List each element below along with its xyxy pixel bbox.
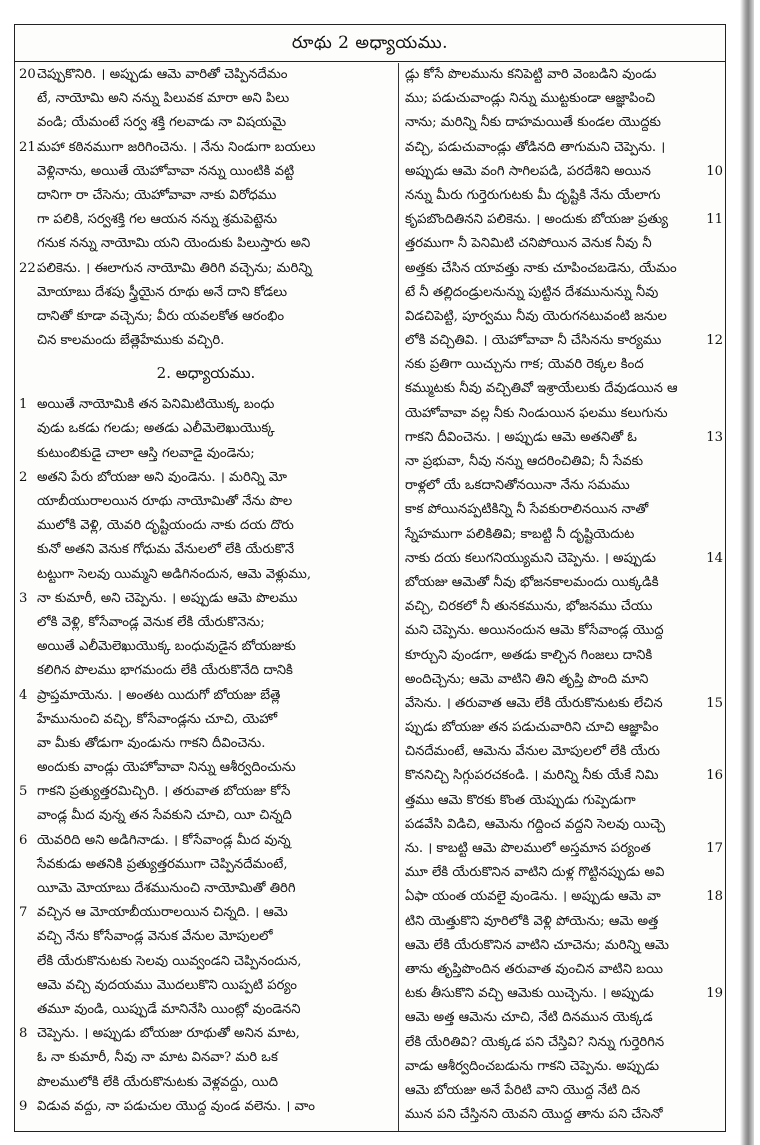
verse-text: వచ్చి, పడుచువాండ్లు తోడినది తాగుమని చెప్పెను. । (405, 139, 666, 155)
text-line (405, 208, 723, 232)
text-line (19, 708, 393, 732)
verse-number: 11 (706, 212, 723, 228)
verse-text: వాండ్ల మీద వున్న తన సేవకుని చూచి, యీ చిన్నది (37, 808, 292, 824)
verse-number: 13 (706, 429, 723, 445)
verse-number: 7 (19, 905, 28, 921)
verse-text: చిన కాలమందు బేత్లెహేముకు వచ్చిరి. (37, 333, 225, 349)
text-line (19, 950, 393, 974)
verse-number: 17 (706, 841, 723, 856)
verse-number: 3 (19, 590, 28, 606)
verse-text: మని చెప్పెను. అయినందున ఆమె కోసేవాండ్ల యొద్ద (405, 623, 664, 639)
text-line (19, 393, 393, 417)
text-line (405, 982, 723, 1006)
text-line (19, 329, 393, 353)
verse-text: పొలములోకి లేకి యేరుకొనుటకు వెళ్లవద్దు, యిది (37, 1074, 279, 1090)
text-line (19, 160, 393, 184)
text-line (405, 789, 723, 813)
text-line (405, 426, 723, 450)
text-line (405, 377, 723, 401)
verse-text: పడవేసి విడిచి, ఆమెను గద్దించ వద్దని సెలవు యిచ్చె (405, 816, 666, 832)
verse-text: నన్ను మీరు గుర్తెరుగుటకు మీ దృష్టికి నేను యేలాగు (405, 187, 661, 203)
verse-text: కృపబొందితినని పలికెను. । అందుకు బోయజు ప్రత్యు (405, 212, 669, 228)
text-line (405, 547, 723, 571)
text-line (405, 305, 723, 329)
text-line (405, 184, 723, 208)
verse-text: చెప్పుకొనిరి. । అప్పుడు ఆమె వారితో చెప్పినదేమం (37, 67, 288, 82)
text-line (405, 837, 723, 861)
verse-text: విడచిపెట్టి, పూర్వము నీవు యెరుగనటువంటి జనుల (405, 308, 667, 324)
text-line (405, 281, 723, 305)
verse-text: ఏఫా యంత యవలై వుండెను. । అప్పుడు ఆమె వా (405, 889, 661, 905)
verse-text: లోకి వెళ్లి, కోసేవాండ్ల వెనుక లేకి యేరుకొనెను; (37, 614, 265, 630)
verse-text: ఆమె లేకి యేరుకొనిన వాటిని చూచెను; మరిన్ని ఆమె (405, 937, 669, 953)
verse-number: 15 (706, 695, 723, 711)
verse-text: పలికెను. । ఈలాగున నాయోమి తిరిగి వచ్చెను; మరిన్ని (37, 260, 313, 276)
verse-text: తమూ వుండి, యిప్పుడే మానినేసి యింట్లో వుండెనని (37, 1001, 301, 1017)
text-line (19, 111, 393, 135)
verse-text: అప్పుడు ఆమె వంగి సాగిలపడి, పరదేశిని అయిన (405, 163, 651, 179)
verse-text: వండి; యేమంటే సర్వ శక్తి గలవాడు నా విషయమై (37, 115, 287, 131)
verse-text: నా కుమారీ, అని చెప్పెను. । అప్పుడు ఆమె పొలము (37, 590, 298, 606)
text-line (19, 1071, 393, 1095)
text-line (19, 804, 393, 828)
text-line (19, 756, 393, 780)
verse-text: త్తము ఆమె కొరకు కొంత యెప్పుడు గుప్పెడుగా (405, 792, 636, 808)
verse-text: యెవరిది అని అడిగినాడు. । కోసేవాండ్ల మీద వున్న (37, 832, 291, 848)
verse-text: నకు ప్రతిగా యిచ్చును గాక; యెవరి రెక్కల కింద (405, 357, 644, 373)
text-line (19, 877, 393, 901)
verse-number: 1 (19, 397, 28, 413)
text-line (405, 450, 723, 474)
text-line (405, 329, 723, 353)
text-line (19, 635, 393, 659)
verse-text: చెప్పెను. । అప్పుడు బోయజు రూథుతో అనిన మాట, (37, 1026, 300, 1042)
text-line (19, 63, 393, 87)
verse-text: ఆమె అత్త ఆమెను చూచి, నేటి దినమున యెక్కడ (405, 1010, 653, 1026)
verse-text: లోకి వచ్చితివి. । యెహోవావా నీ చేసినను కార్యము (405, 333, 662, 349)
text-line (405, 716, 723, 740)
text-line (405, 644, 723, 668)
text-line (19, 659, 393, 683)
text-line (19, 1095, 393, 1119)
text-line (405, 668, 723, 692)
text-line (405, 1079, 723, 1103)
verse-text: వాడు ఆశీర్వదించబడును గాకని చెప్పెను. అప్పుడు (405, 1058, 660, 1074)
verse-text: సేవకుడు అతనికి ప్రత్యుత్తరముగా చెప్పినదేమంటే, (37, 856, 288, 872)
verse-text: కునో అతని వెనుక గోధుమ వేనులలో లేకి యేరుకొనే (37, 542, 295, 558)
verse-text: మున పని చేస్తినని యెవని యొద్ద తాను పని చేసెనో (405, 1107, 663, 1123)
text-line (405, 595, 723, 619)
text-line (19, 538, 393, 562)
verse-text: వచ్చి, చిరకలో నీ తునకమును, భోజనము చేయు (405, 599, 653, 615)
text-line (19, 442, 393, 466)
text-line (19, 87, 393, 111)
page-header (15, 25, 725, 62)
text-line (405, 232, 723, 256)
text-line (19, 257, 393, 281)
verse-text: మోయాబు దేశపు స్త్రీయైన రూథు అనే దాని కోడలు (37, 284, 288, 300)
verse-text: కలిగిన పొలము భాగమందు లేకి యేరుకొనేది దానికి (37, 663, 293, 679)
verse-number: 10 (706, 163, 723, 179)
verse-number: 21 (19, 139, 36, 155)
verse-text: హేమునుంచి వచ్చి, కోసేవాండ్లను చూచి, యెహో (37, 711, 278, 727)
verse-text: కుటుంబికుడై చాలా ఆస్తి గలవాడై వుండెను; (37, 445, 255, 461)
verse-text: స్నేహముగా పలికితివి; కాబట్టి నీ దృష్టియెదుట (405, 526, 635, 542)
verse-text: త్తరముగా నీ పెనిమిటి చనిపోయిన వెనుక నీవు నీ (405, 236, 652, 252)
verse-text: వెళ్లినాను, అయితే యెహోవావా నన్ను యింటికి వట్టి (37, 163, 295, 179)
verse-text: వా మీకు తోడుగా వుండును గాకని దీవించెను. (37, 735, 266, 751)
text-line (19, 136, 393, 160)
verse-text: తాను తృప్తిపొందిన తరువాత వుంచిన వాటిని బయి (405, 961, 663, 977)
verse-number: 19 (706, 986, 723, 1002)
verse-text: లేకి యేరితివి? యెక్కడ పని చేస్తివి? నిన్ను గుర్తెరిగిన (405, 1034, 665, 1050)
verse-text: యాబీయురాలయిన రూథు నాయోమితో నేను పొల (37, 494, 293, 509)
page-title: రూథు 2 అధ్యాయము. (291, 33, 449, 53)
verse-number: 9 (19, 1098, 28, 1114)
text-line (405, 885, 723, 909)
text-line (19, 208, 393, 232)
verse-text: నాను; మరిన్ని నీకు దాహమయితే కుండల యొద్దకు (405, 115, 661, 131)
text-line (19, 901, 393, 925)
verse-number: 4 (19, 687, 28, 703)
verse-text: టే నీ తల్లిదండ్రులనున్ను పుట్టిన దేశమునున్ను నీవు (405, 284, 659, 300)
text-line (19, 611, 393, 635)
text-line (405, 1006, 723, 1030)
verse-number: 22 (19, 260, 36, 276)
text-line (19, 684, 393, 708)
verse-text: టట్టుగా సెలవు యిమ్మని అడిగినందున, ఆమె వెళ్లుము, (37, 566, 312, 582)
text-line (405, 1055, 723, 1079)
verse-text: విడువ వద్దు, నా పడుచుల యొద్ద వుండ వలెను. । వాం (37, 1098, 315, 1114)
text-line (405, 136, 723, 160)
verse-text: గా పలికి, సర్వశక్తి గల ఆయన నన్ను శ్రమపెట్టెను (37, 212, 278, 228)
verse-text: టిని యెత్తుకొని వూరిలోకి వెళ్లి పోయెను; ఆమె అత్త (405, 913, 659, 929)
text-line (19, 853, 393, 877)
verse-text: అందుకు వాండ్లు యెహోవావా నిన్ను ఆశీర్వదించును (37, 760, 296, 776)
verse-text: నా ప్రభువా, నీవు నన్ను ఆదరించితివి; నీ సేవకు (405, 454, 644, 469)
verse-text: అందిచ్చెను; ఆమె వాటిని తిని తృప్తి పొంది మాని (405, 671, 649, 687)
verse-number: 12 (706, 333, 723, 349)
verse-text: గాకని ప్రత్యుత్తరమిచ్చిరి. । తరువాత బోయజు కోసే (37, 784, 291, 800)
text-line (19, 305, 393, 329)
text-line (19, 780, 393, 804)
text-line (405, 692, 723, 716)
verse-text: గనుక నన్ను నాయోమి యని యెందుకు పిలుస్తారు అని (37, 236, 311, 252)
verse-text: బోయజు ఆమెతో నీవు భోజనకాలమందు యిక్కడికి (405, 574, 659, 590)
verse-text: వుడు ఒకడు గలడు; అతడు ఎలీమెలెఖుయొక్క (37, 421, 275, 437)
text-line (19, 1046, 393, 1070)
verse-number: 6 (19, 832, 28, 848)
column-divider (398, 63, 399, 1131)
text-line (405, 934, 723, 958)
text-line (405, 1031, 723, 1055)
text-line (19, 184, 393, 208)
text-line (405, 353, 723, 377)
verse-text: వచ్చిన ఆ మోయాబీయురాలయిన చిన్నది. । ఆమె (37, 905, 288, 921)
text-line (19, 998, 393, 1022)
text-line (19, 514, 393, 538)
verse-text: ములోకి వెళ్లి, యెవరి దృష్టియందు నాకు దయ దొరు (37, 518, 294, 534)
text-line (405, 111, 723, 135)
verse-text: ప్పుడు బోయజు తన పడుచువారిని చూచి ఆజ్ఞాపిం (405, 720, 659, 736)
verse-text: వచ్చి నేను కోసేవాండ్ల వెనుక వేనుల మోపులలో (37, 929, 273, 945)
text-line (405, 87, 723, 111)
right-column (405, 63, 723, 1131)
verse-text: యెహోవావా వల్ల నీకు నిండుయిన ఫలము కలుగును (405, 405, 668, 421)
text-line (405, 910, 723, 934)
text-line (19, 281, 393, 305)
verse-text: వేసెను. । తరువాత ఆమె లేకి యేరుకొనుటకు లేచిన (405, 695, 663, 711)
verse-text: మహా కఠినముగా జరిగించెను. । నేను నిండుగా బయలు (37, 139, 316, 155)
verse-text: చినదేమంటే, ఆమెను వేనుల మోపులలో లేకి యేరు (405, 744, 660, 760)
text-line (19, 563, 393, 587)
verse-text: డ్లు కోసే పొలమును కనిపెట్టి వారి వెంబడిని వుండు (405, 67, 657, 82)
verse-text: రాళ్లలో యే ఒకదానితోనయినా నేను సమము (405, 478, 630, 494)
text-line (19, 925, 393, 949)
verse-text: ప్రాప్తమాయెను. । అంతట యిదుగో బోయజు బేత్లె (37, 687, 281, 703)
verse-text: కాక పోయినప్పటికిన్ని నీ సేవకురాలినయిన నాతో (405, 502, 649, 518)
text-line (19, 587, 393, 611)
left-column (19, 63, 393, 1131)
text-line (405, 813, 723, 837)
text-line (19, 1022, 393, 1046)
verse-text: టే, నాయోమి అని నన్ను పిలువక మారా అని పిలు (37, 91, 290, 107)
verse-text: దానిగా రా చేసెను; యెహోవావా నాకు విరోధము (37, 187, 277, 203)
text-line (405, 764, 723, 788)
verse-number: 2 (19, 469, 28, 485)
text-line (405, 619, 723, 643)
verse-text: గాకని దీవించెను. । అప్పుడు ఆమె అతనితో ఓ (405, 429, 637, 445)
verse-text: ను. । కాబట్టి ఆమె పొలములో అస్తమాన పర్యంత (405, 841, 651, 856)
bible-page (14, 24, 726, 1132)
text-line (405, 523, 723, 547)
text-line (405, 861, 723, 885)
text-line (405, 958, 723, 982)
verse-number: 14 (706, 550, 723, 566)
verse-text: అయితే ఎలీమెలెఖుయొక్క బంధువుడైన బోయజుకు (37, 639, 296, 655)
text-line (19, 829, 393, 853)
verse-text: లేకి యేరుకొనుటకు సెలవు యివ్వండని చెప్పినందున, (37, 953, 302, 969)
verse-text: ఓ నా కుమారీ, నీవు నా మాట వినవా? మరి ఒక (37, 1050, 278, 1066)
text-line (405, 740, 723, 764)
verse-number: 5 (19, 784, 28, 800)
text-line (19, 490, 393, 514)
verse-text: మూ లేకి యేరుకొనిన వాటిని దుళ్ల గొట్టినప్పుడు అవి (405, 865, 665, 881)
text-line (405, 571, 723, 595)
verse-number: 18 (706, 889, 723, 905)
verse-text: కూర్చుని వుండగా, అతడు కాల్చిన గింజలు దానికి (405, 647, 653, 663)
page-edge-shadow (740, 0, 754, 1145)
verse-text: టకు తీసుకొని వచ్చి ఆమెకు యిచ్చెను. । అప్పుడు (405, 986, 654, 1002)
verse-text: అయితే నాయోమికి తన పెనిమిటియొక్క బంధు (37, 397, 275, 413)
text-line (405, 63, 723, 87)
text-line (19, 466, 393, 490)
text-line (405, 474, 723, 498)
verse-text: కమ్ముటకు నీవు వచ్చితివో ఇశ్రాయేలుకు దేవుడయిన ఆ (405, 381, 678, 397)
text-line (405, 1103, 723, 1127)
text-columns (15, 63, 725, 1131)
verse-text: ఆమె బోయజు అనే పేరిటి వాని యొద్ద నేటి దిన (405, 1082, 641, 1098)
verse-text: దానితో కూడా వచ్చెను; వీరు యవలకోత ఆరంభిం (37, 308, 285, 324)
verse-text: యీమె మోయాబు దేశమునుంచి నాయోమితో తిరిగి (37, 881, 296, 896)
verse-text: నాకు దయ కలుగనియ్యుమని చెప్పెను. । అప్పుడు (405, 550, 656, 566)
verse-text: అత్తకు చేసిన యావత్తు నాకు చూపించబడెను, యేమం (405, 260, 677, 276)
text-line (19, 417, 393, 441)
text-line (405, 160, 723, 184)
verse-text: అతని పేరు బోయజు అని వుండెను. । మరిన్ని మో (37, 469, 287, 485)
verse-number: 20 (19, 67, 36, 82)
text-line (19, 974, 393, 998)
text-line (405, 402, 723, 426)
verse-text: కొననిచ్చి సిగ్గుపరచకండి. । మరిన్ని నీకు యేకే నిమి (405, 768, 659, 784)
verse-text: ఆమె వచ్చి వుదయము మొదలుకొని యిప్పటి పర్యం (37, 977, 297, 993)
text-line (405, 257, 723, 281)
chapter-heading: 2. అధ్యాయము. (156, 364, 256, 383)
verse-text: ము; పడుచువాండ్లు నిన్ను ముట్టకుండా ఆజ్ఞాపించి (405, 91, 656, 107)
verse-number: 16 (706, 768, 723, 784)
text-line (19, 732, 393, 756)
text-line (19, 232, 393, 256)
verse-number: 8 (19, 1026, 28, 1042)
text-line (405, 498, 723, 522)
